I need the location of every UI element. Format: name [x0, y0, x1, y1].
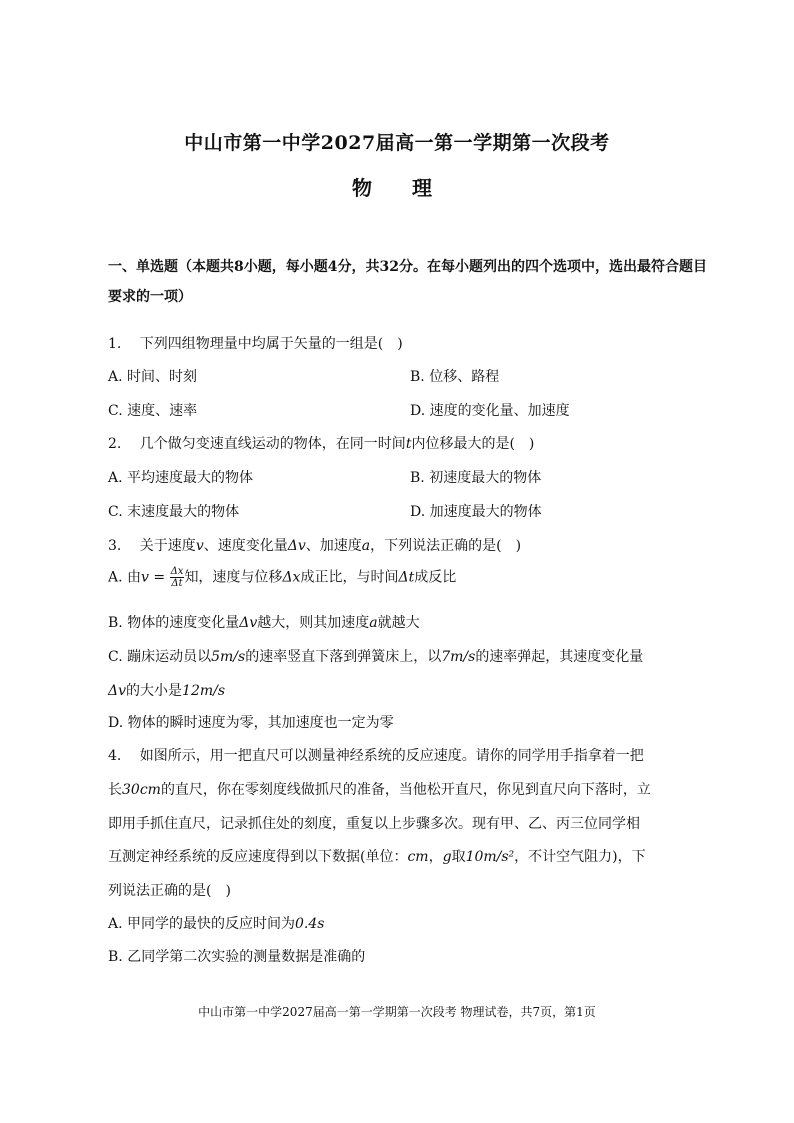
- question-4-line-5: 列说法正确的是( ): [108, 883, 231, 899]
- variable-g: g: [442, 849, 452, 865]
- question-1-option-d: D. 速度的变化量、加速度: [410, 403, 570, 419]
- q3c-part: 的速率弹起，其速度变化量: [475, 649, 644, 665]
- question-3-option-d: D. 物体的瞬时速度为零，其加速度也一定为零: [108, 715, 394, 731]
- question-4-line-3: 即用手抓住直尺，记录抓住处的刻度，重复以上步骤多次。现有甲、乙、丙三位同学相: [108, 816, 640, 832]
- page-footer: 中山市第一中学2027届高一第一学期第一次段考 物理试卷，共7页，第1页: [198, 1005, 596, 1019]
- q3-stem-part: 、速度变化量: [203, 538, 288, 554]
- q4a-part: A. 甲同学的最快的反应时间为: [108, 916, 296, 932]
- q3-stem-part: ，下列说法正确的是( ): [370, 538, 522, 554]
- q4-part: 取: [451, 849, 466, 865]
- q3c-part: 的大小是: [126, 683, 183, 699]
- q3-stem-part: 、加速度: [305, 538, 362, 554]
- q3c-part: C. 蹦床运动员以: [108, 649, 212, 665]
- variable-dv: Δv: [287, 538, 306, 554]
- question-4-line-2: [108, 779, 651, 799]
- value-04s: 0.4s: [295, 916, 325, 932]
- q3a-part: 知，速度与位移: [184, 569, 283, 586]
- q3b-part: 越大，则其加速度: [257, 615, 370, 631]
- q4-part: 长: [108, 782, 122, 798]
- q3a-part: 成反比: [414, 569, 457, 586]
- variable-v: v: [195, 538, 204, 554]
- q4-part: 互测定神经系统的反应速度得到以下数据(单位：: [108, 849, 408, 865]
- value-7ms: 7m/s: [441, 649, 476, 665]
- unit-cm: cm: [407, 849, 429, 865]
- question-2-option-a: A. 平均速度最大的物体: [108, 470, 254, 486]
- question-2-stem-post: 内位移最大的是( ): [411, 436, 535, 452]
- q3c-part: 的速率竖直下落到弹簧床上，以: [245, 649, 442, 665]
- question-1-option-b: B. 位移、路程: [410, 369, 500, 385]
- question-2-option-d: D. 加速度最大的物体: [410, 504, 542, 520]
- fraction-numerator: Δx: [170, 566, 184, 577]
- question-1-stem: 1. 下列四组物理量中均属于矢量的一组是( ): [108, 336, 403, 352]
- q3a-part: 成正比，与时间: [300, 569, 399, 586]
- variable-a: a: [369, 615, 378, 631]
- question-4-option-a: [108, 913, 324, 933]
- q3b-part: 就越大: [377, 615, 420, 631]
- question-2-stem-pre: 2. 几个做匀变速直线运动的物体，在同一时间: [108, 436, 406, 452]
- q3-stem-part: 3. 关于速度: [108, 538, 196, 554]
- question-2-option-b: B. 初速度最大的物体: [410, 470, 542, 486]
- q3a-equation: v =: [141, 569, 170, 586]
- question-3-option-c-line1: [108, 646, 643, 666]
- q4-part: 的直尺，你在零刻度线做抓尺的准备，当他松开直尺，你见到直尺向下落时，立: [160, 782, 651, 798]
- q4-part: ，: [428, 849, 443, 865]
- question-3-option-c-line2: [108, 680, 225, 700]
- question-4-line-4: [108, 846, 646, 866]
- exam-title: 中山市第一中学2027届高一第一学期第一次段考: [184, 132, 610, 154]
- section-header: 一、单选题（本题共8小题，每小题4分，共32分。在每小题列出的四个选项中，选出最符合题目要求的一项）: [108, 259, 707, 305]
- question-1-option-c: C. 速度、速率: [108, 403, 198, 419]
- q3a-part: A. 由: [108, 569, 142, 586]
- value-12ms: 12m/s: [182, 683, 226, 699]
- fraction-dx-dt: [170, 566, 185, 589]
- q3b-part: B. 物体的速度变化量: [108, 615, 240, 631]
- question-2-option-c: C. 末速度最大的物体: [108, 504, 240, 520]
- question-3-stem: [108, 535, 521, 555]
- q4-part: ，不计空气阻力)，下: [514, 849, 646, 865]
- variable-dv: Δv: [239, 615, 258, 631]
- question-3-option-b: [108, 612, 420, 632]
- variable-dv: Δv: [108, 683, 127, 699]
- variable-dt: Δt: [398, 569, 415, 586]
- subject-title: 物 理: [352, 176, 442, 200]
- value-5ms: 5m/s: [211, 649, 246, 665]
- question-2-stem: [108, 433, 534, 453]
- variable-t: t: [405, 436, 412, 452]
- variable-dx: Δx: [282, 569, 301, 586]
- fraction-denominator: Δt: [171, 578, 183, 589]
- value-30cm: 30cm: [122, 782, 161, 798]
- question-4-option-b: B. 乙同学第二次实验的测量数据是准确的: [108, 949, 366, 965]
- value-g: 10m/s²: [465, 849, 515, 865]
- question-1-option-a: A. 时间、时刻: [108, 369, 198, 385]
- variable-a: a: [361, 538, 371, 554]
- question-3-option-a: [108, 566, 456, 589]
- question-4-line-1: 4. 如图所示，用一把直尺可以测量神经系统的反应速度。请你的同学用手指拿着一把: [108, 748, 644, 764]
